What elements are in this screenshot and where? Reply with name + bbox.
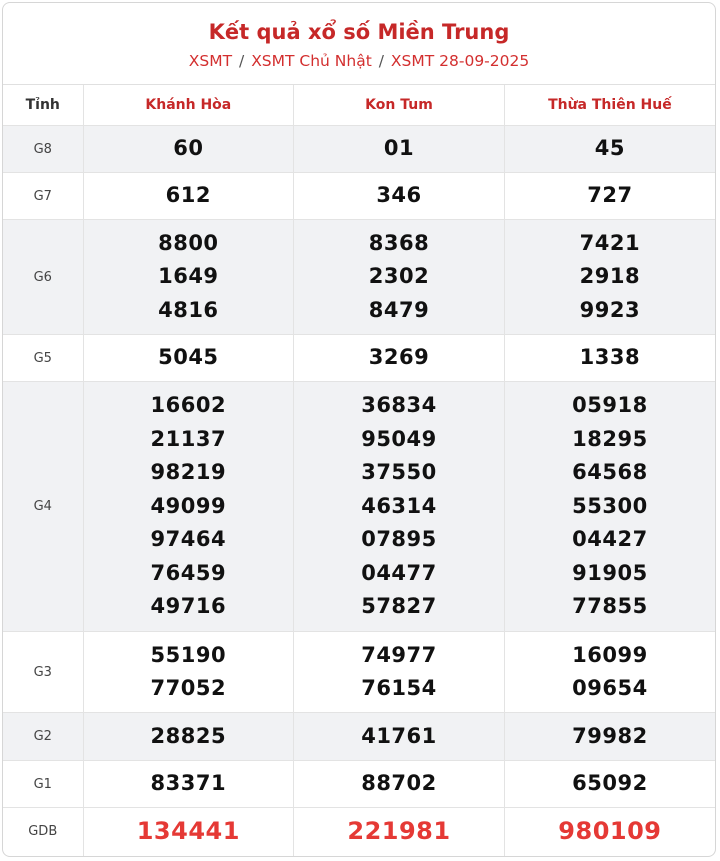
column-header-province: Tỉnh [3,85,83,126]
breadcrumb-date[interactable]: XSMT 28-09-2025 [390,52,530,70]
prize-number: 04477 [361,560,437,585]
prize-cell [83,335,294,382]
prize-cell [83,761,294,808]
prize-number: 5045 [158,345,219,370]
prize-number: 46314 [361,493,437,518]
prize-cell [504,382,715,632]
prize-label: G4 [3,382,83,632]
prize-number: 36834 [361,393,437,418]
prize-number: 28825 [150,723,227,748]
prize-number: 05918 [572,393,648,418]
prize-row-g6 [3,220,715,335]
breadcrumb-separator: / [239,52,245,70]
prize-number: 74977 [361,642,437,667]
prize-number: 727 [587,183,633,208]
table-header-row [3,85,715,126]
prize-cell [294,632,505,713]
prize-cell [294,713,505,761]
column-header-khanh-hoa[interactable]: Khánh Hòa [83,85,294,126]
prize-number: 45 [594,136,626,161]
prize-number: 55300 [572,493,648,518]
special-prize-number: 134441 [136,817,240,845]
prize-number: 7421 [579,230,641,255]
prize-number: 37550 [361,460,437,485]
prize-number: 1649 [158,264,219,289]
prize-cell [504,126,715,173]
prize-number: 64568 [572,460,648,485]
prize-number: 21137 [150,426,227,451]
prize-number: 91905 [572,560,648,585]
prize-number: 95049 [361,426,437,451]
prize-number: 97464 [150,527,227,552]
prize-number: 83371 [150,771,227,796]
prize-number: 612 [165,183,211,208]
column-header-kon-tum[interactable]: Kon Tum [294,85,505,126]
prize-cell [294,382,505,632]
prize-number: 98219 [150,460,227,485]
prize-number: 9923 [579,297,641,322]
prize-number: 55190 [150,642,227,667]
prize-cell [294,761,505,808]
prize-label: G5 [3,335,83,382]
prize-cell [294,126,505,173]
prize-cell [294,173,505,220]
prize-number: 76459 [150,560,227,585]
prize-number: 2918 [579,264,641,289]
prize-number: 49716 [150,594,227,619]
prize-cell [83,632,294,713]
prize-number: 07895 [361,527,437,552]
special-prize-number: 980109 [558,817,662,845]
prize-number: 8368 [368,230,430,255]
prize-row-g5 [3,335,715,382]
prize-label: G8 [3,126,83,173]
prize-cell [504,173,715,220]
prize-cell [294,808,505,856]
prize-cell [294,220,505,335]
prize-number: 16099 [572,642,648,667]
prize-number: 65092 [572,771,648,796]
prize-row-g1 [3,761,715,808]
prize-cell [83,713,294,761]
prize-label: G2 [3,713,83,761]
prize-row-g7 [3,173,715,220]
prize-label: GDB [3,808,83,856]
prize-cell [504,335,715,382]
page-title: Kết quả xổ số Miền Trung [208,20,510,44]
prize-number: 79982 [572,723,648,748]
prize-number: 346 [376,183,422,208]
prize-number: 41761 [361,723,437,748]
prize-number: 09654 [572,676,648,700]
prize-number: 57827 [361,594,437,619]
prize-row-g8 [3,126,715,173]
prize-cell [83,220,294,335]
prize-row-g3 [3,632,715,713]
prize-number: 60 [173,136,204,161]
results-table [3,85,715,856]
prize-number: 18295 [572,426,648,451]
prize-label: G7 [3,173,83,220]
prize-row-gdb [3,808,715,856]
prize-cell [504,632,715,713]
prize-label: G1 [3,761,83,808]
prize-cell [83,382,294,632]
prize-number: 04427 [572,527,648,552]
prize-label: G6 [3,220,83,335]
results-header [3,3,715,85]
prize-label: G3 [3,632,83,713]
prize-cell [83,808,294,856]
prize-number: 2302 [368,264,430,289]
prize-number: 1338 [579,345,641,370]
prize-number: 3269 [368,345,430,370]
special-prize-number: 221981 [347,817,451,845]
prize-number: 49099 [150,493,227,518]
results-card [2,2,716,857]
prize-cell [294,335,505,382]
prize-row-g4 [3,382,715,632]
prize-number: 4816 [158,297,219,322]
prize-number: 77052 [150,676,227,700]
prize-number: 01 [383,136,415,161]
breadcrumb-separator: / [378,52,384,70]
prize-number: 8479 [368,297,430,322]
breadcrumb [3,51,715,71]
column-header-thua-thien-hue[interactable]: Thừa Thiên Huế [504,85,715,126]
prize-cell [504,713,715,761]
prize-row-g2 [3,713,715,761]
prize-cell [504,808,715,856]
prize-number: 77855 [572,594,648,619]
breadcrumb-xsmt-sunday[interactable]: XSMT Chủ Nhật [251,52,372,70]
prize-cell [83,173,294,220]
prize-cell [504,220,715,335]
prize-number: 76154 [361,676,437,700]
prize-number: 88702 [361,771,437,796]
prize-number: 16602 [150,393,227,418]
prize-cell [504,761,715,808]
breadcrumb-xsmt[interactable]: XSMT [188,52,233,70]
prize-cell [83,126,294,173]
prize-number: 8800 [158,230,219,255]
